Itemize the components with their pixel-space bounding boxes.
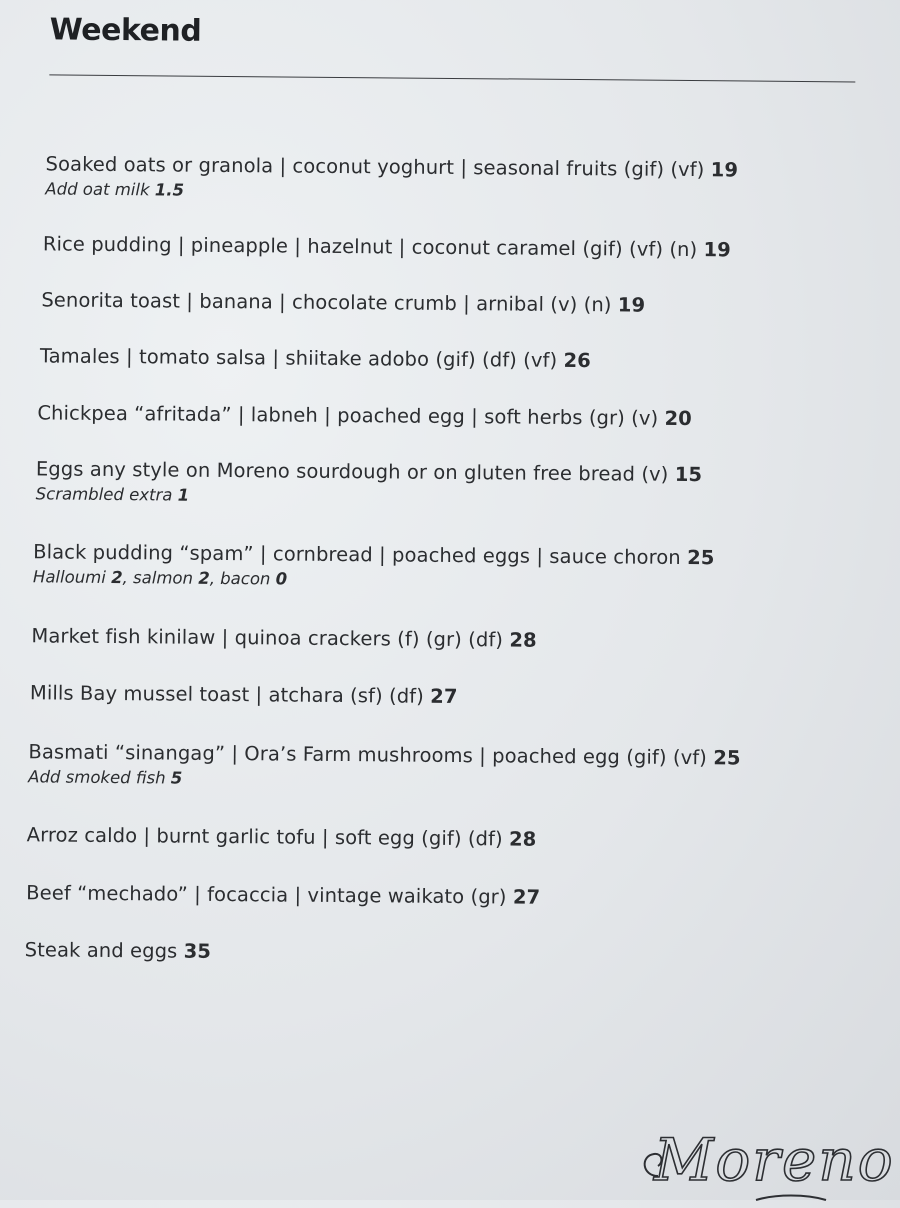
menu-item [37, 401, 692, 430]
item-name: Arroz caldo | burnt garlic tofu | soft egg (gif) (df) [26, 823, 503, 851]
menu-item [40, 344, 591, 372]
item-name: Basmati “sinangag” | Ora’s Farm mushrooms | poached egg (gif) (vf) [28, 740, 708, 770]
item-note [36, 484, 702, 509]
item-price: 27 [430, 684, 458, 709]
item-name: Soaked oats or granola | coconut yoghurt | seasonal fruits (gif) (vf) [45, 152, 705, 182]
item-price: 25 [713, 746, 741, 770]
item-price: 20 [664, 406, 692, 431]
note-text: Scrambled extra [35, 484, 173, 505]
item-name: Beef “mechado” | focaccia | vintage waikato (gr) [26, 881, 507, 909]
menu-item [41, 288, 645, 316]
note-price: 1.5 [154, 180, 185, 200]
item-note [45, 179, 738, 204]
item-name: Tamales | tomato salsa | shiitake adobo (gif) (df) (vf) [39, 344, 558, 372]
menu-item [26, 881, 540, 908]
item-price: 27 [512, 885, 541, 909]
menu-title: Weekend [49, 12, 202, 49]
item-price: 25 [687, 546, 715, 570]
title-divider [49, 74, 855, 82]
menu-item [30, 681, 458, 708]
item-name: Mills Bay mussel toast | atchara (sf) (df) [29, 681, 425, 708]
item-name: Eggs any style on Moreno sourdough or on gluten free bread (v) [35, 457, 669, 486]
item-price: 19 [710, 158, 739, 182]
item-note [33, 567, 714, 592]
item-name: Senorita toast | banana | chocolate crumb | arnibal (v) (n) [41, 288, 612, 317]
menu-item [28, 740, 741, 792]
note-price: 1 [177, 485, 190, 505]
note-price: 5 [170, 768, 183, 788]
note-price: 2 [198, 568, 210, 588]
menu-item [33, 540, 715, 592]
menu-item [45, 152, 738, 204]
item-name: Chickpea “afritada” | labneh | poached egg | soft herbs (gr) (v) [37, 401, 659, 430]
item-name: Market fish kinilaw | quinoa crackers (f) (gr) (df) [31, 624, 504, 652]
item-price: 28 [508, 827, 537, 851]
note-text: , salmon [122, 568, 199, 588]
item-name: Steak and eggs [24, 938, 178, 963]
item-price: 15 [674, 462, 703, 487]
menu-item [27, 823, 537, 850]
note-text: Add oat milk [45, 179, 150, 200]
item-price: 26 [563, 348, 592, 373]
logo-text: Moreno [654, 1126, 895, 1194]
note-text: Add smoked fish [28, 767, 166, 788]
menu-item [31, 624, 536, 651]
menu-item [43, 232, 731, 261]
item-price: 35 [183, 939, 212, 963]
menu-item [36, 457, 703, 509]
note-text: , bacon [209, 568, 276, 589]
item-name: Black pudding “spam” | cornbread | poached eggs | sauce choron [33, 540, 681, 569]
item-price: 19 [703, 238, 732, 262]
moreno-logo [636, 1118, 900, 1208]
item-name: Rice pudding | pineapple | hazelnut | coconut caramel (gif) (vf) (n) [42, 232, 698, 262]
note-price: 0 [275, 569, 288, 589]
item-price: 19 [617, 293, 646, 317]
note-text: Halloumi [32, 567, 112, 587]
menu-item [25, 938, 212, 963]
item-price: 28 [509, 628, 537, 652]
item-note [28, 767, 740, 792]
note-price: 2 [111, 567, 123, 588]
